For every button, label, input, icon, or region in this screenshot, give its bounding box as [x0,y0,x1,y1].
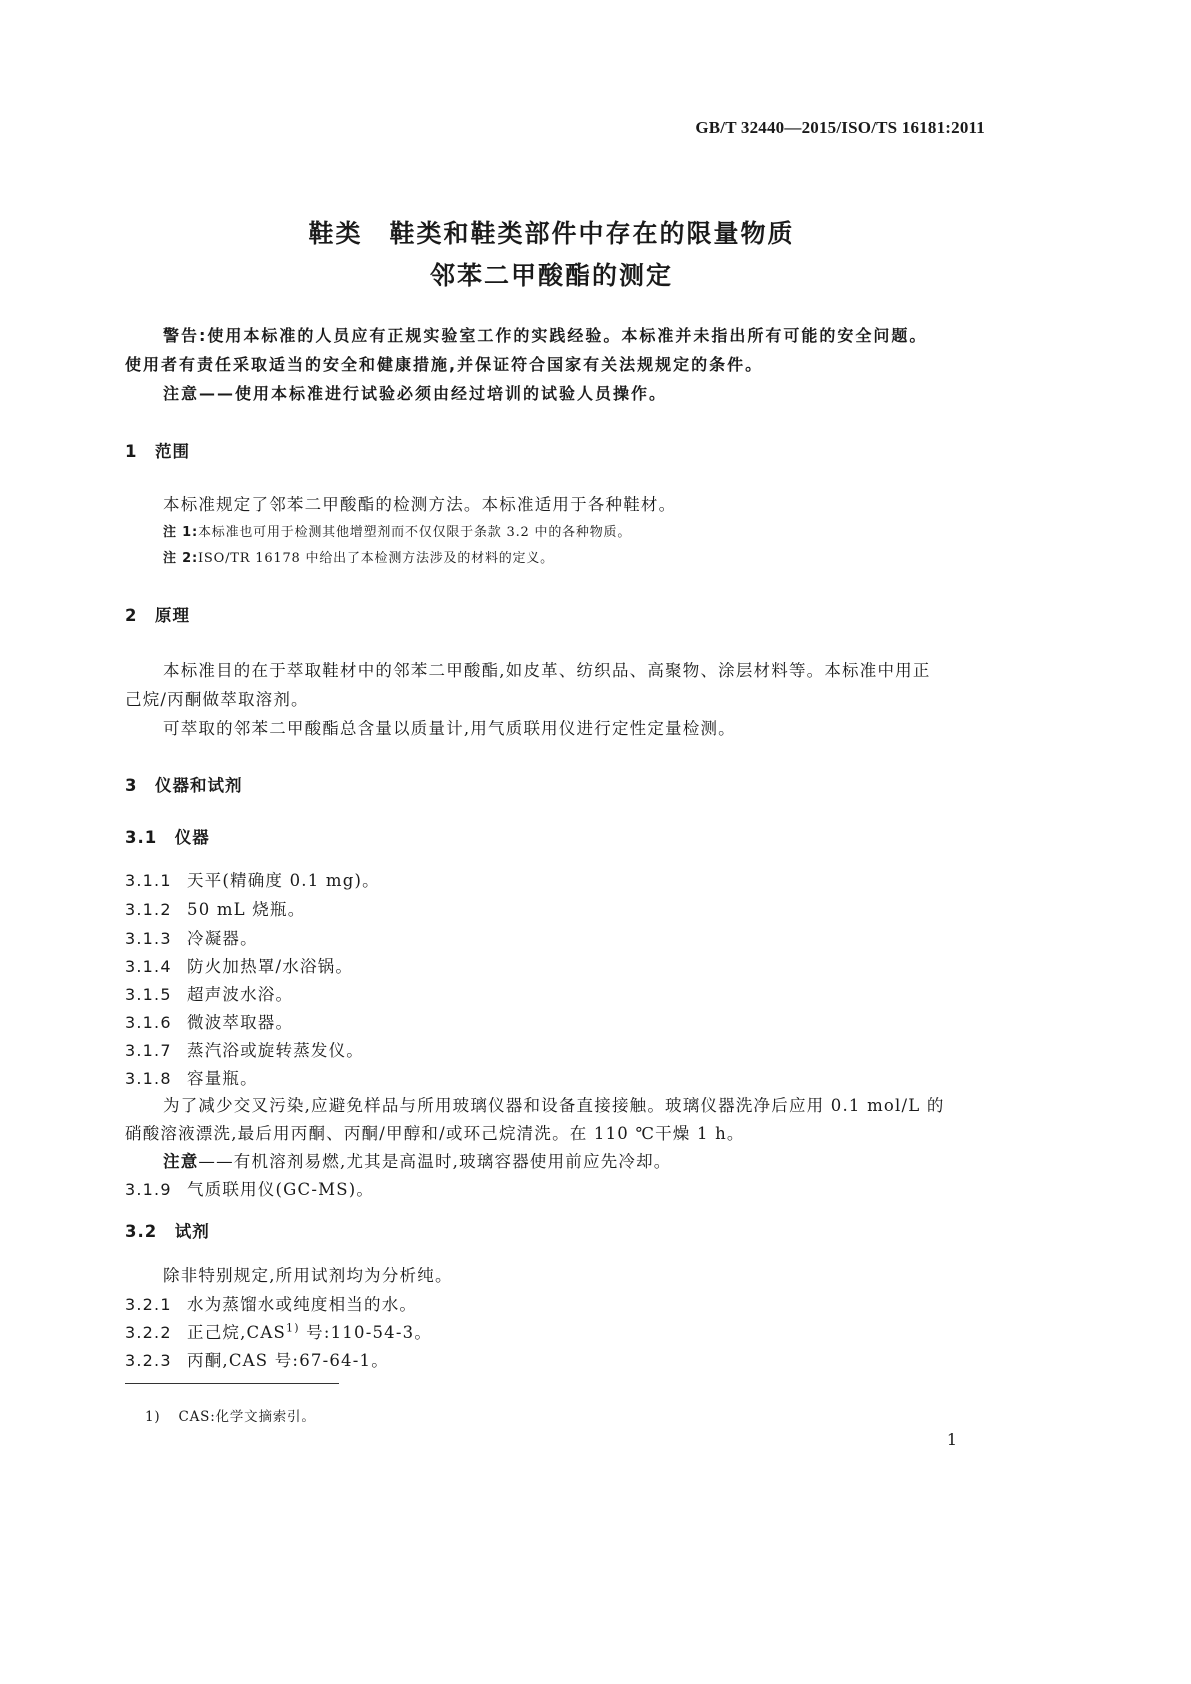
section-3-heading: 3 仪器和试剂 [125,776,243,795]
section-1-note-1 [163,521,631,540]
page-number: 1 [946,1430,957,1449]
list-item [125,1319,432,1343]
section-2-para-2: 可萃取的邻苯二甲酸酯总含量以质量计,用气质联用仪进行定性定量检测。 [163,719,736,738]
list-item [125,1347,389,1371]
item-text: 丙酮,CAS 号:67-64-1。 [187,1351,389,1370]
title-line-2: 邻苯二甲酸酯的测定 [429,261,673,290]
glassware-para-line-1: 为了减少交叉污染,应避免样品与所用玻璃仪器和设备直接接触。玻璃仪器洗净后应用 0.1 mol/L 的 [163,1096,945,1115]
section-1-heading: 1 范围 [125,442,190,461]
item-number: 3.1.5 [125,985,172,1004]
list-item [125,896,305,920]
item-text: 容量瓶。 [187,1069,258,1088]
note-2-label: 注 2: [163,551,198,566]
item-text: 天平(精确度 0.1 mg)。 [187,871,380,890]
item-number: 3.1.9 [125,1180,172,1199]
section-2-para-1-line-2: 己烷/丙酮做萃取溶剂。 [125,690,309,709]
item-number: 3.1.3 [125,929,172,948]
list-item [125,1009,293,1033]
list-item [125,925,258,949]
section-2-heading: 2 原理 [125,606,190,625]
caution-note [163,1148,672,1172]
item-text: 防火加热罩/水浴锅。 [187,957,354,976]
item-number: 3.2.1 [125,1295,172,1314]
note-1-text: 本标准也可用于检测其他增塑剂而不仅仅限于条款 3.2 中的各种物质。 [197,525,632,540]
item-number: 3.2.2 [125,1323,172,1342]
item-number: 3.1.8 [125,1069,172,1088]
section-1-note-2 [163,547,554,566]
footnote [145,1405,316,1425]
note-2-text: ISO/TR 16178 中给出了本检测方法涉及的材料的定义。 [197,551,554,566]
title-line-1: 鞋类 鞋类和鞋类部件中存在的限量物质 [308,219,795,248]
section-1-body: 本标准规定了邻苯二甲酸酯的检测方法。本标准适用于各种鞋材。 [163,495,677,514]
caution-label: 注意 [163,1152,199,1171]
list-item [125,1037,364,1061]
note-1-label: 注 1: [163,525,198,540]
item-number: 3.1.4 [125,957,172,976]
list-item [125,1065,258,1089]
warning-note: 注意——使用本标准进行试验必须由经过培训的试验人员操作。 [163,384,668,403]
item-text: 气质联用仪(GC-MS)。 [187,1180,375,1199]
glassware-para-line-2: 硝酸溶液漂洗,最后用丙酮、丙酮/甲醇和/或环己烷清洗。在 110 ℃干燥 1 h。 [125,1124,745,1143]
item-number: 3.1.2 [125,900,172,919]
list-item [125,981,293,1005]
section-2-para-1-line-1: 本标准目的在于萃取鞋材中的邻苯二甲酸酯,如皮革、纺织品、高聚物、涂层材料等。本标准中用正 [163,661,931,680]
item-number: 3.1.7 [125,1041,172,1060]
item-text: 50 mL 烧瓶。 [187,900,306,919]
item-text: 蒸汽浴或旋转蒸发仪。 [187,1041,364,1060]
item-text-continued: 号:110-54-3。 [299,1323,433,1342]
section-3-2-heading: 3.2 试剂 [125,1222,210,1241]
item-text: 冷凝器。 [187,929,258,948]
list-item [125,1291,417,1315]
caution-text: ——有机溶剂易燃,尤其是高温时,玻璃容器使用前应先冷却。 [198,1152,672,1171]
list-item [125,1176,374,1200]
reagent-intro: 除非特别规定,所用试剂均为分析纯。 [163,1266,453,1285]
item-number: 3.1.1 [125,871,172,890]
item-text: 超声波水浴。 [187,985,294,1004]
item-number: 3.2.3 [125,1351,172,1370]
footnote-reference: 1) [286,1321,300,1335]
standard-code: GB/T 32440—2015/ISO/TS 16181:2011 [695,118,985,137]
footnote-mark: 1) [145,1409,161,1425]
section-3-1-heading: 3.1 仪器 [125,828,210,847]
warning-line-1: 警告:使用本标准的人员应有正规实验室工作的实践经验。本标准并未指出所有可能的安全问题。 [163,326,928,345]
list-item [125,867,380,891]
footnote-rule [125,1383,339,1384]
item-text: 正己烷,CAS [187,1323,286,1342]
item-text: 微波萃取器。 [187,1013,294,1032]
list-item [125,953,353,977]
item-number: 3.1.6 [125,1013,172,1032]
footnote-text: CAS:化学文摘索引。 [178,1409,316,1425]
warning-line-2: 使用者有责任采取适当的安全和健康措施,并保证符合国家有关法规规定的条件。 [125,355,764,374]
item-text: 水为蒸馏水或纯度相当的水。 [187,1295,418,1314]
